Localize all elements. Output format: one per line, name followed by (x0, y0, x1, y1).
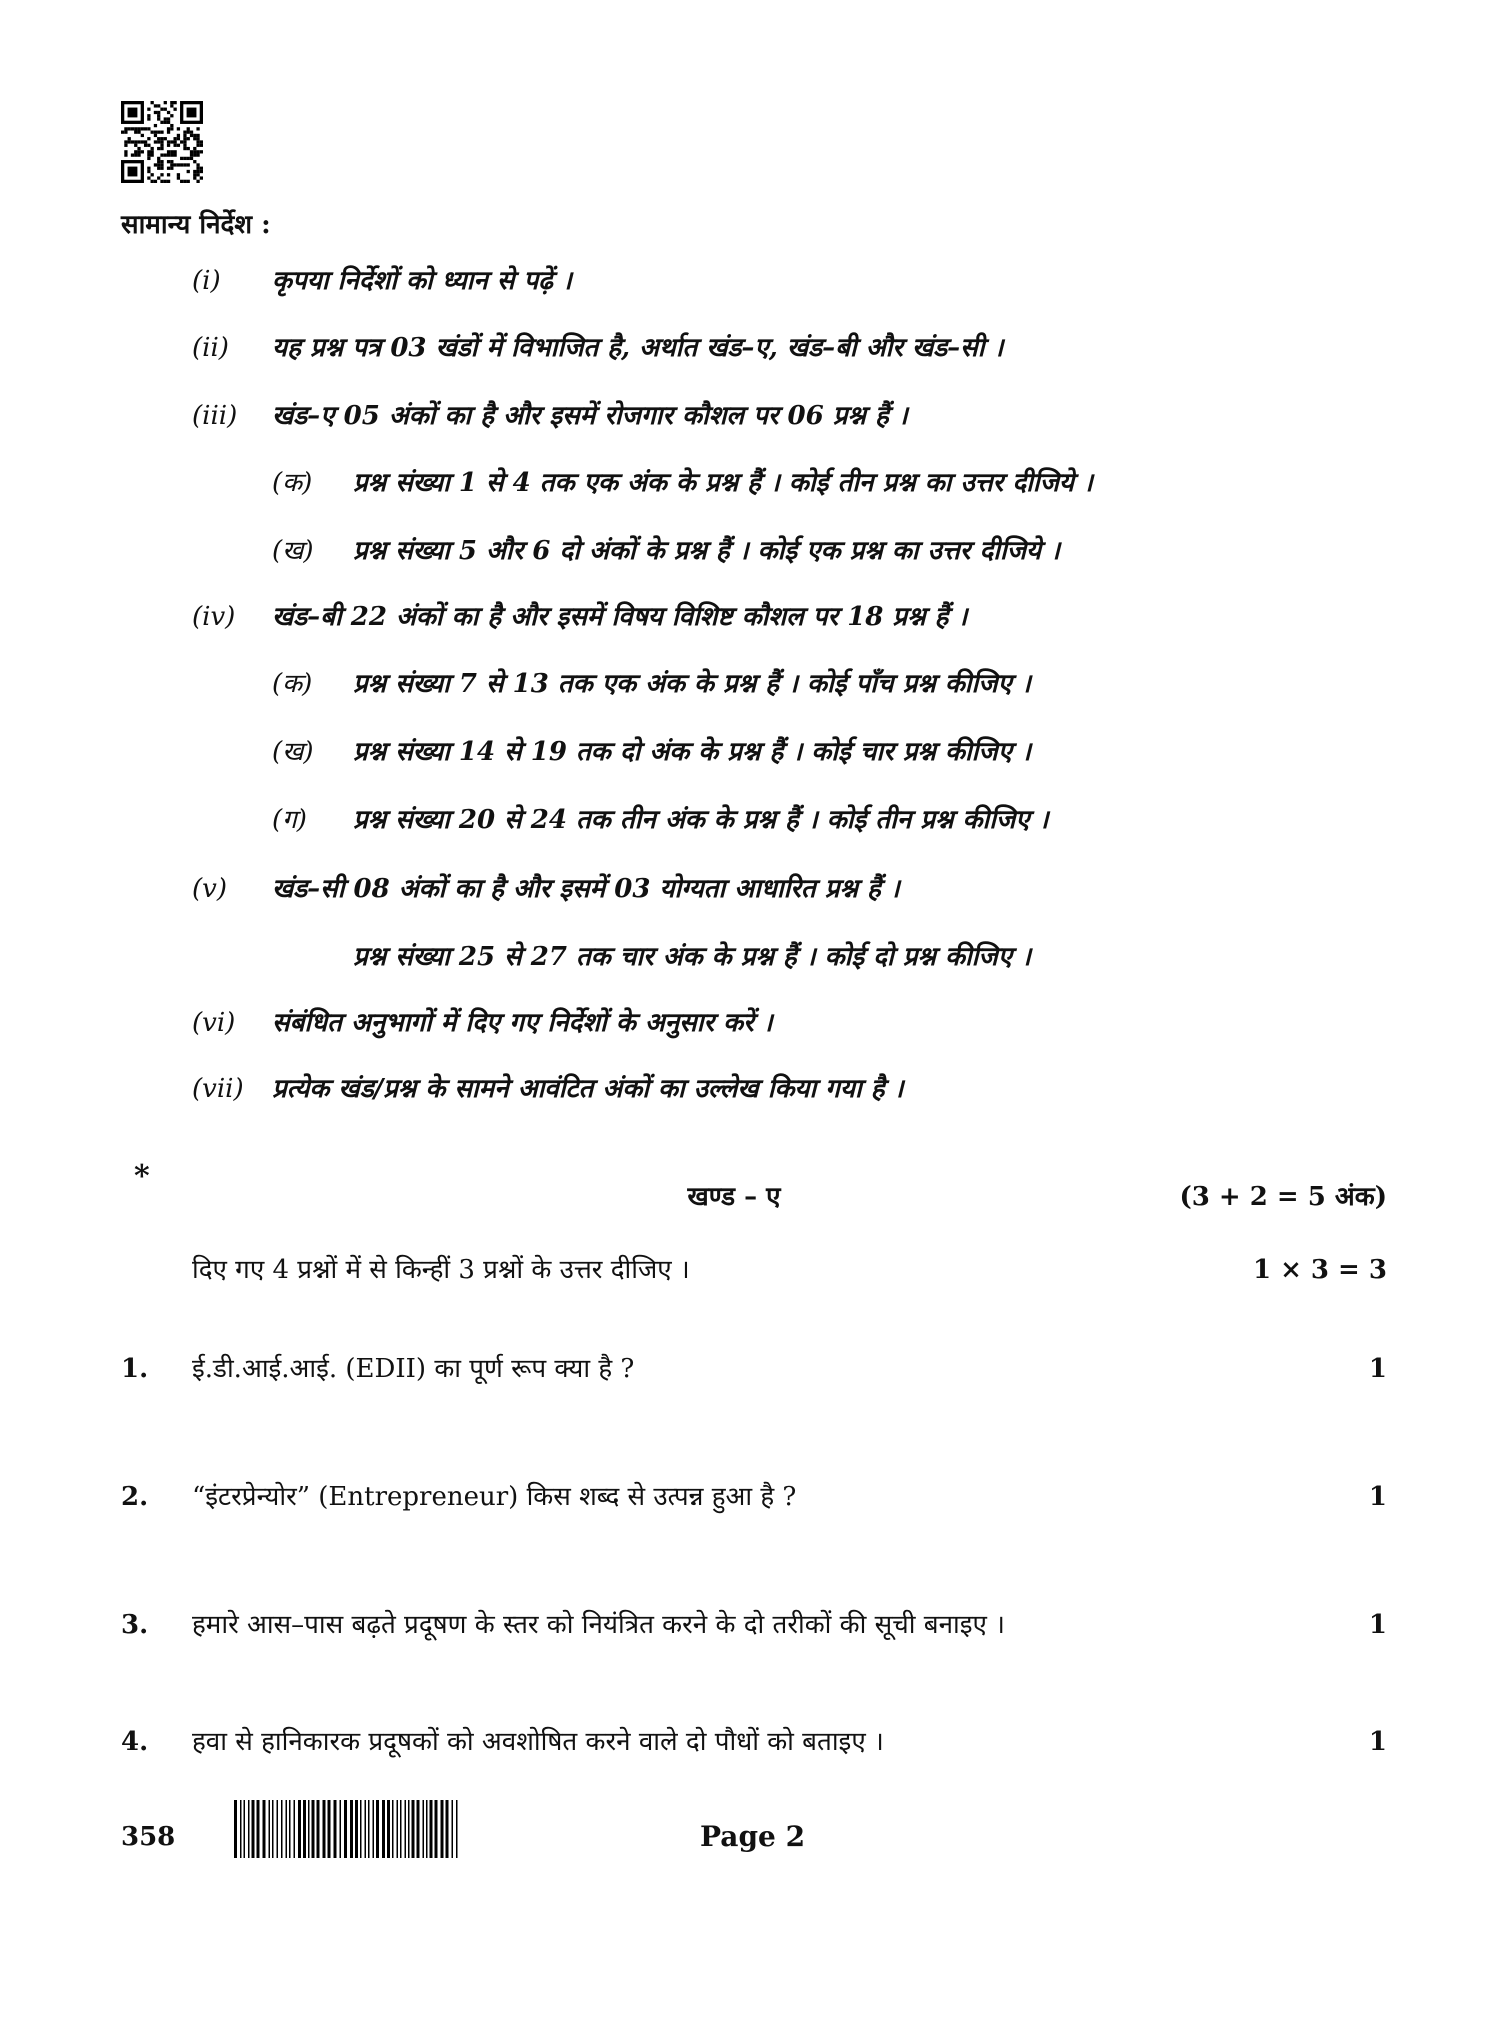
question-marks: 1 (1368, 1727, 1387, 1757)
barcode-bar (408, 1800, 410, 1858)
barcode-bar (355, 1800, 358, 1858)
instruction-label: (vi) (192, 1008, 236, 1038)
barcode-bar (373, 1800, 375, 1858)
question-text: हवा से हानिकारक प्रदूषकों को अवशोषित करने वाले दो पौधों को बताइए । (192, 1727, 884, 1757)
barcode (234, 1800, 462, 1858)
instruction-text: प्रश्न संख्या 1 से 4 तक एक अंक के प्रश्न हैं । कोई तीन प्रश्न का उत्तर दीजिये । (353, 468, 1093, 498)
barcode-bar (365, 1800, 367, 1858)
instruction-label: (ख) (272, 536, 314, 566)
question-number: 2. (121, 1482, 149, 1512)
barcode-bar (240, 1800, 242, 1858)
barcode-bar (263, 1800, 266, 1858)
barcode-bar (435, 1800, 438, 1858)
barcode-bar (277, 1800, 279, 1858)
barcode-bar (387, 1800, 390, 1858)
barcode-bar (323, 1800, 326, 1858)
barcode-bar (426, 1800, 428, 1858)
instruction-text: कृपया निर्देशों को ध्यान से पढ़ें । (272, 266, 572, 296)
instruction-label: (i) (192, 266, 221, 296)
paper-code: 358 (121, 1822, 176, 1852)
instruction-label: (ii) (192, 333, 229, 363)
barcode-bar (423, 1800, 425, 1858)
barcode-bar (446, 1800, 449, 1858)
instruction-label: (ग) (272, 805, 307, 835)
question-text: “इंटरप्रेन्योर” (Entrepreneur) किस शब्द से उत्पन्न हुआ है ? (192, 1482, 797, 1512)
barcode-bar (350, 1800, 353, 1858)
barcode-bar (334, 1800, 337, 1858)
instruction-label: (क) (272, 468, 313, 498)
star-marker: * (134, 1159, 150, 1194)
barcode-bar (248, 1800, 250, 1858)
barcode-bar (269, 1800, 271, 1858)
barcode-bar (405, 1800, 407, 1858)
barcode-bar (298, 1800, 301, 1858)
barcode-bar (234, 1800, 237, 1858)
instruction-text: खंड–ए 05 अंकों का है और इसमें रोजगार कौशल पर 06 प्रश्न हैं । (272, 401, 908, 431)
section-instruction: दिए गए 4 प्रश्नों में से किन्हीं 3 प्रश्नों के उत्तर दीजिए । (192, 1255, 690, 1285)
barcode-bar (412, 1800, 415, 1858)
instruction-text: प्रश्न संख्या 7 से 13 तक एक अंक के प्रश्न हैं । कोई पाँच प्रश्न कीजिए । (353, 669, 1031, 699)
question-text: हमारे आस–पास बढ़ते प्रदूषण के स्तर को नियंत्रित करने के दो तरीकों की सूची बनाइए । (192, 1610, 1005, 1640)
instruction-label: (v) (192, 874, 227, 904)
instruction-text: संबंधित अनुभागों में दिए गए निर्देशों के अनुसार करें । (272, 1008, 773, 1038)
barcode-bar (308, 1800, 310, 1858)
barcode-bar (289, 1800, 291, 1858)
barcode-bar (281, 1800, 283, 1858)
question-marks: 1 (1368, 1610, 1387, 1640)
instruction-label: (iv) (192, 602, 236, 632)
barcode-bar (368, 1800, 370, 1858)
barcode-bar (376, 1800, 379, 1858)
barcode-bar (286, 1800, 288, 1858)
instruction-text: प्रश्न संख्या 5 और 6 दो अंकों के प्रश्न हैं । कोई एक प्रश्न का उत्तर दीजिये । (353, 536, 1061, 566)
barcode-bar (392, 1800, 394, 1858)
section-title: खण्ड – ए (687, 1182, 781, 1212)
instruction-text: प्रश्न संख्या 14 से 19 तक दो अंक के प्रश्न हैं । कोई चार प्रश्न कीजिए । (353, 737, 1031, 767)
barcode-bar (312, 1800, 315, 1858)
barcode-bar (344, 1800, 347, 1858)
instruction-text: प्रत्येक खंड/प्रश्न के सामने आवंटित अंकों का उल्लेख किया गया है । (272, 1074, 904, 1104)
barcode-bar (430, 1800, 433, 1858)
instruction-text: प्रश्न संख्या 20 से 24 तक तीन अंक के प्रश्न हैं । कोई तीन प्रश्न कीजिए । (353, 805, 1049, 835)
barcode-bar (257, 1800, 260, 1858)
question-marks: 1 (1368, 1354, 1387, 1384)
page-number: Page 2 (700, 1820, 806, 1853)
instruction-label: (क) (272, 669, 313, 699)
barcode-bar (252, 1800, 255, 1858)
barcode-bar (452, 1800, 454, 1858)
question-number: 3. (121, 1610, 149, 1640)
section-marks: (3 + 2 = 5 अंक) (1179, 1182, 1387, 1212)
question-marks: 1 (1368, 1482, 1387, 1512)
barcode-bar (400, 1800, 402, 1858)
instruction-text: यह प्रश्न पत्र 03 खंडों में विभाजित है, अर्थात खंड–ए, खंड–बी और खंड–सी । (272, 333, 1004, 363)
barcode-bar (328, 1800, 331, 1858)
question-text: ई.डी.आई.आई. (EDII) का पूर्ण रूप क्या है ? (192, 1354, 635, 1384)
instruction-label: (iii) (192, 401, 238, 431)
barcode-bar (317, 1800, 320, 1858)
section-instruction-marks: 1 × 3 = 3 (1252, 1255, 1387, 1285)
barcode-bar (417, 1800, 420, 1858)
barcode-bar (294, 1800, 296, 1858)
qr-code (121, 101, 203, 183)
barcode-bar (456, 1800, 458, 1858)
instruction-text: खंड–सी 08 अंकों का है और इसमें 03 योग्यता आधारित प्रश्न हैं । (272, 874, 900, 904)
general-instructions-title: सामान्य निर्देश : (121, 210, 271, 240)
instruction-text: खंड–बी 22 अंकों का है और इसमें विषय विशिष्ट कौशल पर 18 प्रश्न हैं । (272, 602, 968, 632)
question-number: 1. (121, 1354, 149, 1384)
instruction-label: (ख) (272, 737, 314, 767)
barcode-bar (360, 1800, 362, 1858)
barcode-bar (303, 1800, 306, 1858)
barcode-bar (397, 1800, 399, 1858)
barcode-bar (441, 1800, 444, 1858)
instruction-label: (vii) (192, 1074, 244, 1104)
barcode-bar (340, 1800, 342, 1858)
barcode-bar (382, 1800, 385, 1858)
barcode-bar (244, 1800, 246, 1858)
question-number: 4. (121, 1727, 149, 1757)
instruction-text: प्रश्न संख्या 25 से 27 तक चार अंक के प्रश्न हैं । कोई दो प्रश्न कीजिए । (353, 942, 1031, 972)
barcode-bar (272, 1800, 274, 1858)
